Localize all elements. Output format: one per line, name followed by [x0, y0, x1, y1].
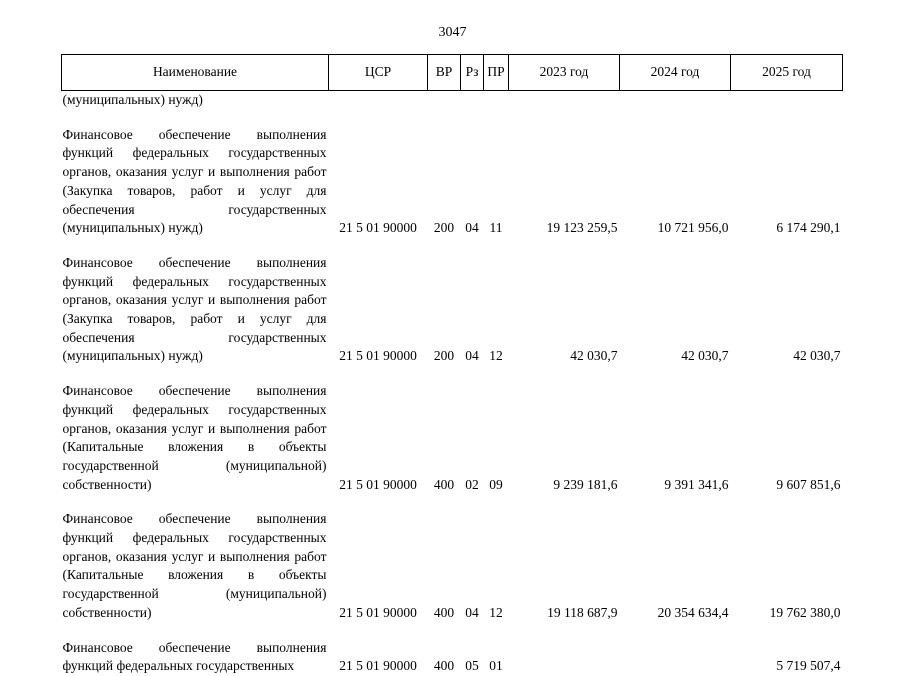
- row-2023: 19 118 687,9: [547, 604, 618, 620]
- row-2024: 9 391 341,6: [664, 476, 729, 492]
- row-2023: 9 239 181,6: [553, 476, 618, 492]
- row-2024: 20 354 634,4: [657, 604, 729, 620]
- row-2024: 42 030,7: [681, 348, 729, 364]
- continuation-row: [62, 91, 843, 110]
- row-2025: 6 174 290,1: [776, 220, 841, 236]
- table-row: [62, 639, 843, 676]
- page-number: 3047: [438, 25, 467, 40]
- row-name: Финансовое обеспечение выполнения функций федеральных государственных органов, оказания услуг и выполнения работ (Капитальные вложения в объекты государственной (муниципальной) собственности): [62, 511, 327, 620]
- table-row: [62, 382, 843, 494]
- row-csr: 21 5 01 90000: [339, 604, 417, 620]
- row-pr: 12: [489, 604, 503, 620]
- row-2023: 42 030,7: [570, 348, 618, 364]
- row-csr: 21 5 01 90000: [339, 348, 417, 364]
- row-rz: 04: [465, 220, 479, 236]
- row-rz: 05: [465, 658, 479, 674]
- row-rz: 04: [465, 348, 479, 364]
- row-rz: 04: [465, 604, 479, 620]
- row-csr: 21 5 01 90000: [339, 220, 417, 236]
- header-name: Наименование: [62, 55, 329, 91]
- row-vr: 400: [433, 658, 455, 674]
- row-2024: 10 721 956,0: [657, 220, 729, 236]
- header-pr: ПР: [484, 55, 509, 91]
- row-2025: 19 762 380,0: [769, 604, 841, 620]
- row-name: Финансовое обеспечение выполнения функций федеральных государственных органов, оказания услуг и выполнения работ (Капитальные вложения в объекты государственной (муниципальной) собственности): [62, 383, 327, 492]
- row-pr: 09: [489, 476, 503, 492]
- row-2025: 5 719 507,4: [776, 658, 841, 674]
- row-2025: 9 607 851,6: [776, 476, 841, 492]
- row-name: Финансовое обеспечение выполнения функций федеральных государственных органов, оказания услуг и выполнения работ (Закупка товаров, работ и услуг для обеспечения государственных (муниципальных) нужд): [62, 254, 327, 364]
- row-2025: 42 030,7: [793, 348, 841, 364]
- row-vr: 400: [433, 476, 455, 492]
- row-2024: [620, 639, 731, 676]
- header-rz: Рз: [461, 55, 484, 91]
- row-pr: 12: [489, 348, 503, 364]
- header-2023: 2023 год: [509, 55, 620, 91]
- header-2024: 2024 год: [620, 55, 731, 91]
- row-vr: 200: [433, 220, 455, 236]
- row-csr: 21 5 01 90000: [339, 476, 417, 492]
- row-vr: 400: [433, 604, 455, 620]
- table-header: [62, 55, 843, 91]
- row-rz: 02: [465, 476, 479, 492]
- row-vr: 200: [433, 348, 455, 364]
- row-csr: 21 5 01 90000: [339, 658, 417, 674]
- row-name: (муниципальных) нужд): [62, 92, 203, 107]
- table-row: [62, 254, 843, 366]
- row-pr: 11: [489, 220, 503, 236]
- row-name: Финансовое обеспечение выполнения функций федеральных государственных органов, оказания услуг и выполнения работ (Закупка товаров, работ и услуг для обеспечения государственных (муниципальных) нужд): [62, 126, 327, 236]
- table-row: [62, 126, 843, 238]
- header-2025: 2025 год: [731, 55, 843, 91]
- row-name: Финансовое обеспечение выполнения функций федеральных государственных: [62, 639, 327, 674]
- header-csr: ЦСР: [329, 55, 428, 91]
- header-vr: ВР: [428, 55, 461, 91]
- table-row: [62, 510, 843, 622]
- row-2023: [509, 639, 620, 676]
- row-pr: 01: [489, 658, 503, 674]
- budget-table: [61, 54, 843, 676]
- row-2023: 19 123 259,5: [546, 220, 618, 236]
